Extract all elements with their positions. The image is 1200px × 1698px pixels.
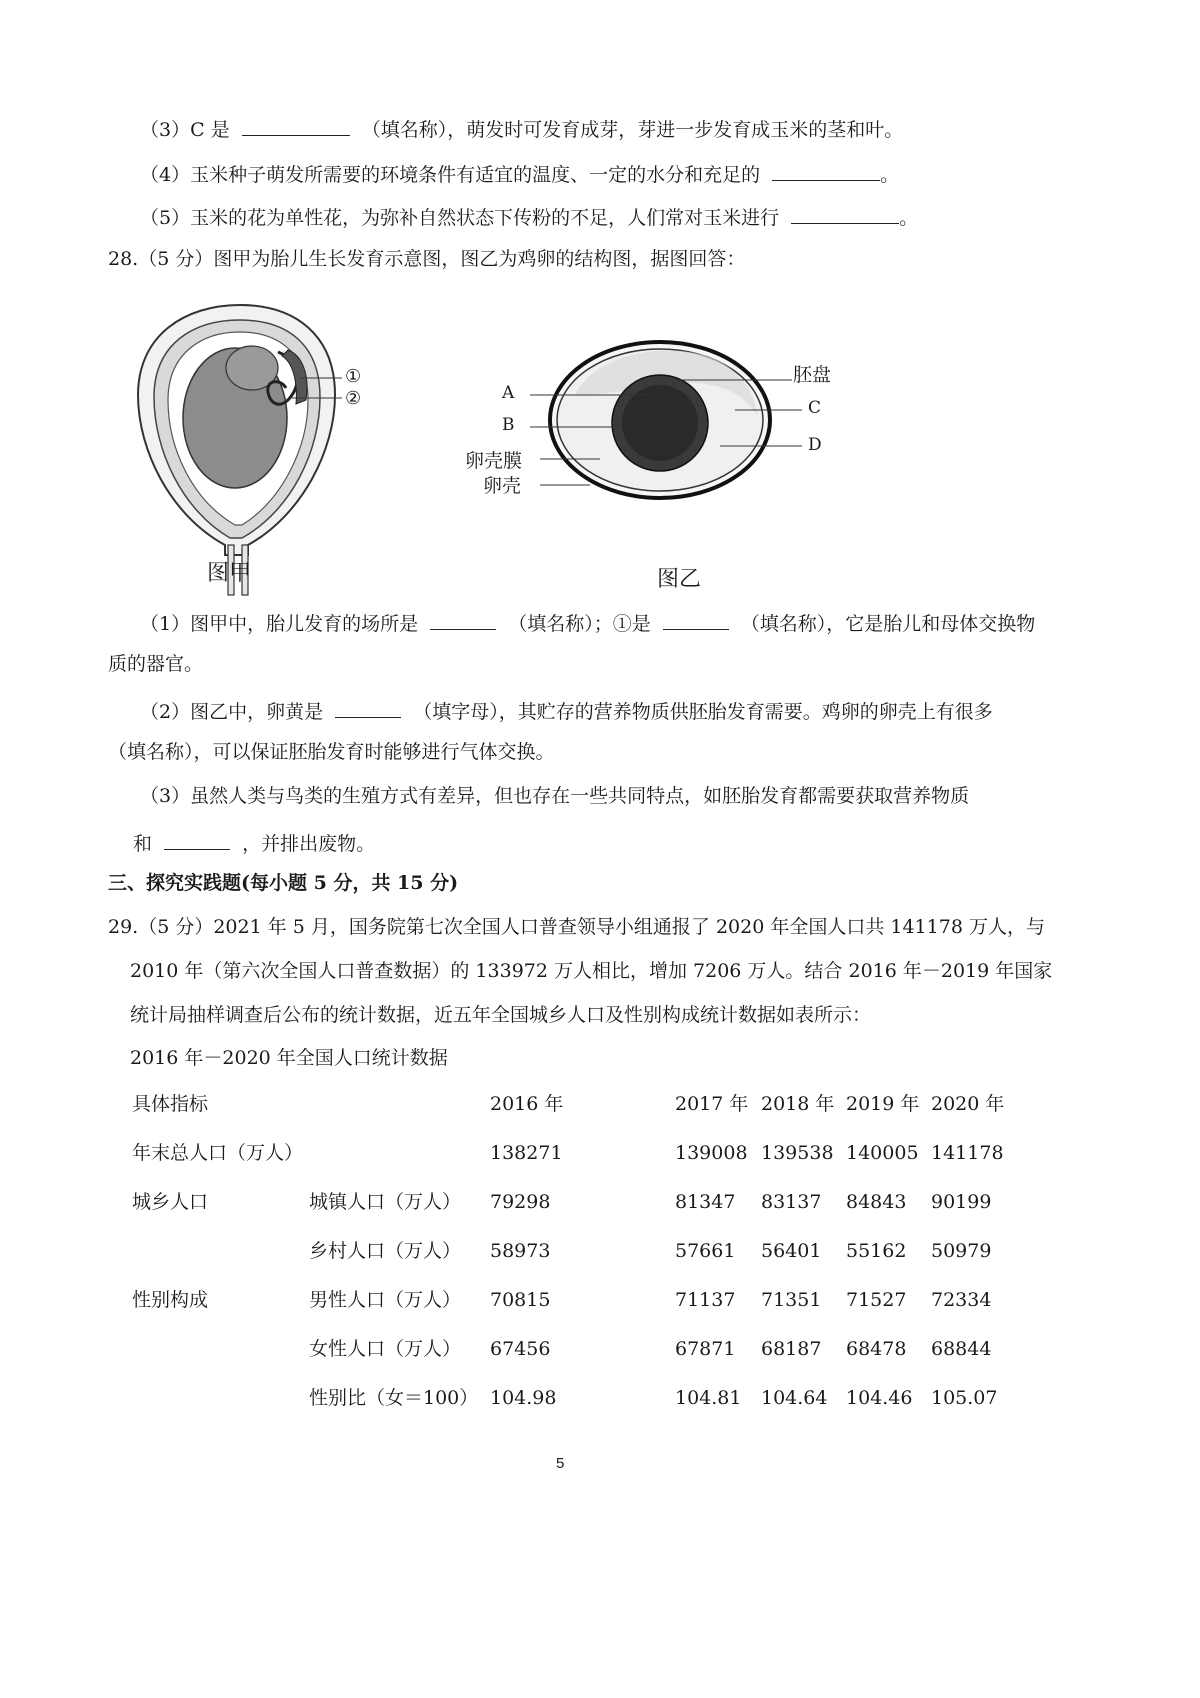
answer-blank[interactable] [791, 205, 899, 224]
table-row-label: 年末总人口（万人） [132, 1142, 304, 1164]
egg-label-embryo-disc: 胚盘 [793, 364, 832, 386]
table-cell: 141178 [931, 1142, 1004, 1164]
table-header-cell: 2019 年 [846, 1093, 920, 1115]
table-cell: 139008 [675, 1142, 748, 1164]
table-cell: 71351 [761, 1289, 822, 1311]
q29-line-1: 29.（5 分）2021 年 5 月，国务院第七次全国人口普查领导小组通报了 2020 年全国人口共 141178 万人，与 [108, 916, 1045, 938]
table-row-label: 乡村人口（万人） [309, 1240, 462, 1262]
table-cell: 104.98 [490, 1387, 557, 1409]
q29-line-3: 统计局抽样调查后公布的统计数据，近五年全国城乡人口及性别构成统计数据如表所示： [130, 1004, 872, 1026]
q28-sub2: （2）图乙中，卵黄是 （填字母），其贮存的营养物质供胚胎发育需要。鸡卵的卵壳上有很多 [140, 701, 993, 723]
table-cell: 79298 [490, 1191, 551, 1213]
table-row-label: 男性人口（万人） [309, 1289, 462, 1311]
table-cell: 84843 [846, 1191, 907, 1213]
egg-label-shell-membrane: 卵壳膜 [465, 450, 523, 472]
table-row-label: 性别比（女＝100） [309, 1387, 479, 1409]
table-cell: 72334 [931, 1289, 992, 1311]
table-cell: 67456 [490, 1338, 551, 1360]
table-cell: 104.64 [761, 1387, 828, 1409]
table-cell: 138271 [490, 1142, 563, 1164]
table-cell: 90199 [931, 1191, 992, 1213]
table-cell: 67871 [675, 1338, 736, 1360]
table-cell: 68844 [931, 1338, 992, 1360]
egg-label-D: D [808, 435, 822, 455]
figure-b-caption: 图乙 [657, 567, 702, 592]
answer-blank[interactable] [242, 117, 350, 136]
page-number: 5 [556, 1455, 565, 1472]
table-row-label: 女性人口（万人） [309, 1338, 462, 1360]
egg-label-shell: 卵壳 [483, 475, 522, 497]
q28-sub1: （1）图甲中，胎儿发育的场所是 （填名称）；①是 （填名称），它是胎儿和母体交换物 [140, 613, 1036, 635]
table-cell: 105.07 [931, 1387, 998, 1409]
figure-a-caption: 图甲 [207, 561, 252, 586]
answer-blank[interactable] [164, 831, 230, 850]
table-cell: 58973 [490, 1240, 551, 1262]
table-cell: 50979 [931, 1240, 992, 1262]
table-header-cell: 2017 年 [675, 1093, 749, 1115]
table-cell: 68187 [761, 1338, 822, 1360]
q27-sub5: （5）玉米的花为单性花，为弥补自然状态下传粉的不足，人们常对玉米进行 。 [140, 207, 919, 229]
table-row-label: 城镇人口（万人） [309, 1191, 462, 1213]
table-cell: 71527 [846, 1289, 907, 1311]
table-row-group: 性别构成 [132, 1289, 209, 1311]
answer-blank[interactable] [663, 611, 729, 630]
table-cell: 140005 [846, 1142, 919, 1164]
table-cell: 83137 [761, 1191, 822, 1213]
q28-sub1-cont: 质的器官。 [108, 653, 204, 675]
table-cell: 71137 [675, 1289, 736, 1311]
table-cell: 57661 [675, 1240, 736, 1262]
table-row-group: 城乡人口 [132, 1191, 209, 1213]
answer-blank[interactable] [335, 699, 401, 718]
answer-blank[interactable] [772, 162, 880, 181]
table-cell: 104.81 [675, 1387, 742, 1409]
figure-fetus [130, 300, 350, 600]
q28-sub2-cont: （填名称），可以保证胚胎发育时能够进行气体交换。 [108, 741, 555, 763]
q27-sub4: （4）玉米种子萌发所需要的环境条件有适宜的温度、一定的水分和充足的 。 [140, 164, 900, 186]
egg-label-A: A [502, 383, 515, 403]
table-cell: 139538 [761, 1142, 834, 1164]
table-cell: 70815 [490, 1289, 551, 1311]
egg-label-C: C [808, 398, 822, 418]
table-cell: 56401 [761, 1240, 822, 1262]
table-header-cell: 具体指标 [132, 1093, 209, 1115]
q28-stem: 28.（5 分）图甲为胎儿生长发育示意图，图乙为鸡卵的结构图，据图回答： [108, 248, 746, 270]
table-cell: 68478 [846, 1338, 907, 1360]
label-circle-2: ② [345, 388, 362, 409]
table-header-cell: 2018 年 [761, 1093, 835, 1115]
q28-sub3-cont: 和 ，并排出废物。 [133, 833, 376, 855]
egg-label-B: B [502, 415, 515, 435]
q28-sub3: （3）虽然人类与鸟类的生殖方式有差异，但也存在一些共同特点，如胚胎发育都需要获取营养物质 [140, 785, 970, 807]
table-cell: 55162 [846, 1240, 907, 1262]
section-heading: 三、探究实践题(每小题 5 分，共 15 分) [108, 872, 459, 894]
table-header-cell: 2016 年 [490, 1093, 564, 1115]
table-title: 2016 年－2020 年全国人口统计数据 [130, 1047, 448, 1069]
label-circle-1: ① [345, 366, 362, 387]
answer-blank[interactable] [430, 611, 496, 630]
q27-sub3: （3）C 是 （填名称），萌发时可发育成芽，芽进一步发育成玉米的茎和叶。 [140, 119, 904, 141]
table-header-cell: 2020 年 [931, 1093, 1005, 1115]
q29-line-2: 2010 年（第六次全国人口普查数据）的 133972 万人相比，增加 7206 万人。结合 2016 年－2019 年国家 [130, 960, 1053, 982]
table-cell: 81347 [675, 1191, 736, 1213]
table-cell: 104.46 [846, 1387, 913, 1409]
egg-leader-lines [510, 360, 810, 500]
